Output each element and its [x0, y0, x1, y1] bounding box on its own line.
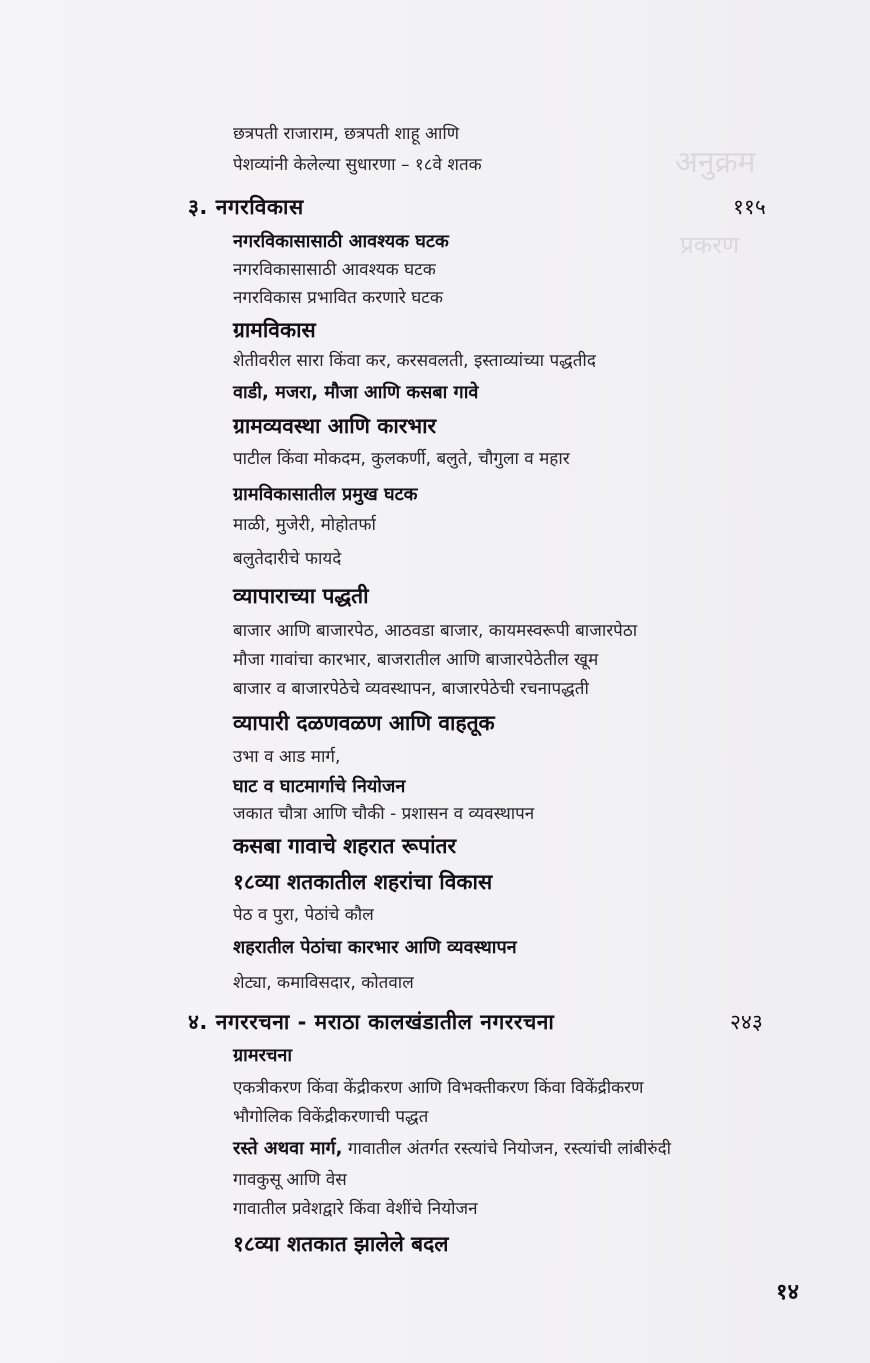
toc-line: बाजार व बाजारपेठेचे व्यवस्थापन, बाजारपेठेची रचनापद्धती: [233, 679, 589, 699]
toc-line: जकात चौत्रा आणि चौकी - प्रशासन व व्यवस्थापन: [233, 804, 535, 824]
toc-line: पाटील किंवा मोकदम, कुलकर्णी, बलुते, चौगुला व महार: [233, 449, 570, 469]
toc-line: भौगोलिक विकेंद्रीकरणाची पद्धत: [233, 1107, 429, 1127]
toc-line: छत्रपती राजाराम, छत्रपती शाहू आणि: [233, 124, 460, 144]
toc-line: पेशव्यांनी केलेल्या सुधारणा – १८वे शतक: [233, 155, 482, 175]
toc-section: शहरातील पेठांचा कारभार आणि व्यवस्थापन: [233, 937, 517, 958]
toc-line: नगरविकासासाठी आवश्यक घटक: [233, 260, 436, 280]
chapter-4-page: २४३: [730, 1010, 763, 1034]
bleed-through: प्रकरण: [680, 231, 740, 259]
bleed-through: अनुक्रम: [675, 145, 756, 180]
chapter-3-page: ११५: [733, 195, 766, 219]
toc-line: मौजा गावांचा कारभार, बाजरातील आणि बाजारपेठेतील खूम: [233, 650, 599, 670]
toc-line: उभा व आड मार्ग,: [233, 747, 341, 767]
toc-line: नगरविकास प्रभावित करणारे घटक: [233, 288, 443, 308]
toc-section: १८व्या शतकातील शहरांचा विकास: [233, 870, 493, 894]
toc-line-rest: गावातील अंतर्गत रस्त्यांचे नियोजन, रस्त्यांची लांबीरुंदी: [342, 1139, 671, 1159]
toc-section: ग्रामरचना: [233, 1045, 293, 1066]
toc-section: ग्रामविकासातील प्रमुख घटक: [233, 484, 418, 505]
toc-section: नगरविकासासाठी आवश्यक घटक: [233, 231, 449, 252]
toc-line: गावकुसू आणि वेस: [233, 1170, 347, 1190]
chapter-3-title: ३. नगरविकास: [188, 195, 304, 219]
toc-line: [233, 1140, 671, 1158]
toc-line: शेट्या, कमाविसदार, कोतवाल: [233, 973, 414, 993]
toc-line: शेतीवरील सारा किंवा कर, करसवलती, इस्ताव्यांच्या पद्धतीद: [233, 351, 596, 371]
toc-section: वाडी, मजरा, मौजा आणि कसबा गावे: [233, 382, 479, 403]
toc-section: व्यापाराच्या पद्धती: [233, 584, 369, 608]
toc-line: एकत्रीकरण किंवा केंद्रीकरण आणि विभक्तीकरण किंवा विकेंद्रीकरण: [233, 1078, 644, 1098]
toc-section: ग्रामविकास: [233, 318, 316, 342]
toc-line: माळी, मुजेरी, मोहोतर्फा: [233, 515, 376, 535]
toc-section: रस्ते अथवा मार्ग,: [233, 1138, 343, 1159]
toc-section: व्यापारी दळणवळण आणि वाहतूक: [233, 711, 495, 735]
toc-section: १८व्या शतकात झालेले बदल: [233, 1232, 449, 1256]
toc-line: पेठ व पुरा, पेठांचे कौल: [233, 905, 374, 925]
toc-section: ग्रामव्यवस्था आणि कारभार: [233, 414, 437, 438]
toc-section: घाट व घाटमार्गाचे नियोजन: [233, 776, 406, 797]
chapter-4-title: ४. नगररचना - मराठा कालखंडातील नगररचना: [188, 1010, 555, 1034]
toc-line: गावातील प्रवेशद्वारे किंवा वेशींचे नियोजन: [233, 1199, 478, 1219]
page-number: १४: [776, 1280, 799, 1305]
toc-section: कसबा गावाचे शहरात रूपांतर: [233, 834, 457, 858]
toc-line: बाजार आणि बाजारपेठ, आठवडा बाजार, कायमस्वरूपी बाजारपेठा: [233, 621, 638, 641]
toc-line: बलुतेदारीचे फायदे: [233, 549, 342, 569]
